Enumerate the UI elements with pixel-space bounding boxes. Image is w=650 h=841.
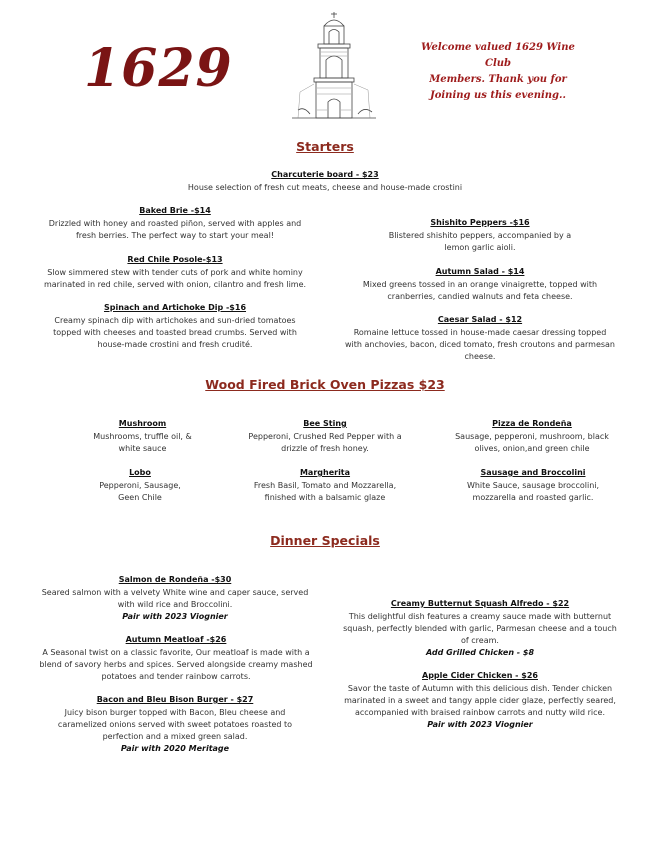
item-description: Pepperoni, Crushed Red Pepper with a drizzle of fresh honey. [248, 432, 402, 453]
wine-pairing: Pair with 2023 Viognier [427, 720, 533, 729]
item-name: Caesar Salad - $12 [437, 315, 523, 324]
item-description: Fresh Basil, Tomato and Mozzarella, finished with a balsamic glaze [253, 481, 397, 502]
special-salmon [40, 574, 310, 623]
logo-1629: 1629 [84, 38, 233, 99]
item-description: Pepperoni, Sausage, Geen Chile [99, 481, 181, 502]
item-description: Blistered shishito peppers, accompanied by a lemon garlic aioli. [388, 231, 572, 252]
item-name: Bee Sting [303, 419, 347, 428]
menu-item-spinach-artichoke-dip [40, 302, 310, 351]
specials-heading: Dinner Specials [270, 533, 380, 548]
item-name: Bacon and Bleu Bison Burger - $27 [96, 695, 254, 704]
special-butternut-alfredo [340, 598, 620, 659]
item-description: This delightful dish features a creamy sauce made with butternut squash, perfectly blended with garlic, Parmesan cheese and a touch of cream. [343, 612, 617, 645]
item-name: Autumn Meatloaf -$26 [125, 635, 227, 644]
item-description: Mixed greens tossed in an orange vinaigrette, topped with cranberries, candied walnuts and feta cheese. [362, 280, 598, 301]
item-name: Margherita [299, 468, 351, 477]
pizza-mushroom [90, 418, 195, 455]
welcome-line: Welcome valued 1629 Wine Club [421, 42, 575, 69]
item-description: House selection of fresh cut meats, cheese and house-made crostini [187, 183, 463, 192]
pizza-margherita [250, 467, 400, 504]
item-name: Charcuterie board - $23 [271, 170, 379, 179]
item-description: Juicy bison burger topped with Bacon, Bleu cheese and caramelized onions served with sweet potatoes roasted to perfection and a mixed green salad. [57, 708, 293, 741]
welcome-line: Members. Thank you for [429, 74, 567, 85]
bell-tower-illustration [288, 10, 380, 122]
item-name: Baked Brie -$14 [139, 206, 211, 215]
menu-item-red-chile-posole [40, 254, 310, 291]
item-description: Mushrooms, truffle oil, & white sauce [93, 432, 192, 453]
special-autumn-meatloaf [36, 634, 316, 683]
welcome-line: Joining us this evening.. [429, 90, 567, 101]
welcome-message [408, 40, 588, 104]
item-name: Red Chile Posole-$13 [127, 255, 223, 264]
pizza-lobo [90, 467, 190, 504]
menu-item-baked-brie [40, 205, 310, 242]
item-description: Sausage, pepperoni, mushroom, black olives, onion,and green chile [455, 432, 609, 453]
menu-item-shishito-peppers [380, 217, 580, 254]
item-description: Romaine lettuce tossed in house-made caesar dressing topped with anchovies, bacon, diced tomato, fresh croutons and parmesan cheese. [345, 328, 615, 361]
item-name: Sausage and Broccolini [480, 468, 586, 477]
pizzas-heading: Wood Fired Brick Oven Pizzas $23 [205, 377, 445, 392]
item-name: Creamy Butternut Squash Alfredo - $22 [390, 599, 570, 608]
item-description: Creamy spinach dip with artichokes and sun-dried tomatoes topped with cheeses and toasted bread crumbs. Served with house-made crostini and fresh crudité. [53, 316, 297, 349]
item-description: A Seasonal twist on a classic favorite, Our meatloaf is made with a blend of savory herbs and spices. Served alongside creamy mashed potatoes and tender rainbow carrots. [39, 648, 313, 681]
item-name: Shishito Peppers -$16 [430, 218, 530, 227]
item-description: Slow simmered stew with tender cuts of pork and white hominy marinated in red chile, served with onion, cilantro and fresh lime. [43, 268, 307, 289]
menu-item-autumn-salad [345, 266, 615, 303]
item-name: Salmon de Rondeña -$30 [118, 575, 232, 584]
item-name: Lobo [129, 468, 151, 477]
item-description: Drizzled with honey and roasted piñon, served with apples and fresh berries. The perfect way to start your meal! [48, 219, 302, 240]
pizza-sausage-broccolini [448, 467, 618, 504]
wine-pairing: Pair with 2020 Meritage [120, 744, 230, 753]
special-apple-cider-chicken [340, 670, 620, 731]
special-bison-burger [45, 694, 305, 755]
item-name: Autumn Salad - $14 [435, 267, 525, 276]
pizza-de-rondena [442, 418, 622, 455]
item-description: White Sauce, sausage broccolini, mozzarella and roasted garlic. [466, 481, 600, 502]
menu-item-charcuterie [125, 169, 525, 194]
menu-item-caesar-salad [345, 314, 615, 363]
item-name: Pizza de Rondeña [492, 419, 572, 428]
item-name: Apple Cider Chicken - $26 [422, 671, 538, 680]
starters-heading: Starters [296, 139, 354, 154]
add-on: Add Grilled Chicken - $8 [425, 648, 535, 657]
item-name: Mushroom [118, 419, 167, 428]
item-description: Seared salmon with a velvety White wine and caper sauce, served with wild rice and Broccolini. [41, 588, 309, 609]
item-name: Spinach and Artichoke Dip -$16 [103, 303, 247, 312]
pizza-bee-sting [240, 418, 410, 455]
wine-pairing: Pair with 2023 Viognier [122, 612, 228, 621]
item-description: Savor the taste of Autumn with this delicious dish. Tender chicken marinated in a sweet and tangy apple cider glaze, perfectly seared, accompanied with braised rainbow carrots and nutty wild rice. [344, 684, 616, 717]
